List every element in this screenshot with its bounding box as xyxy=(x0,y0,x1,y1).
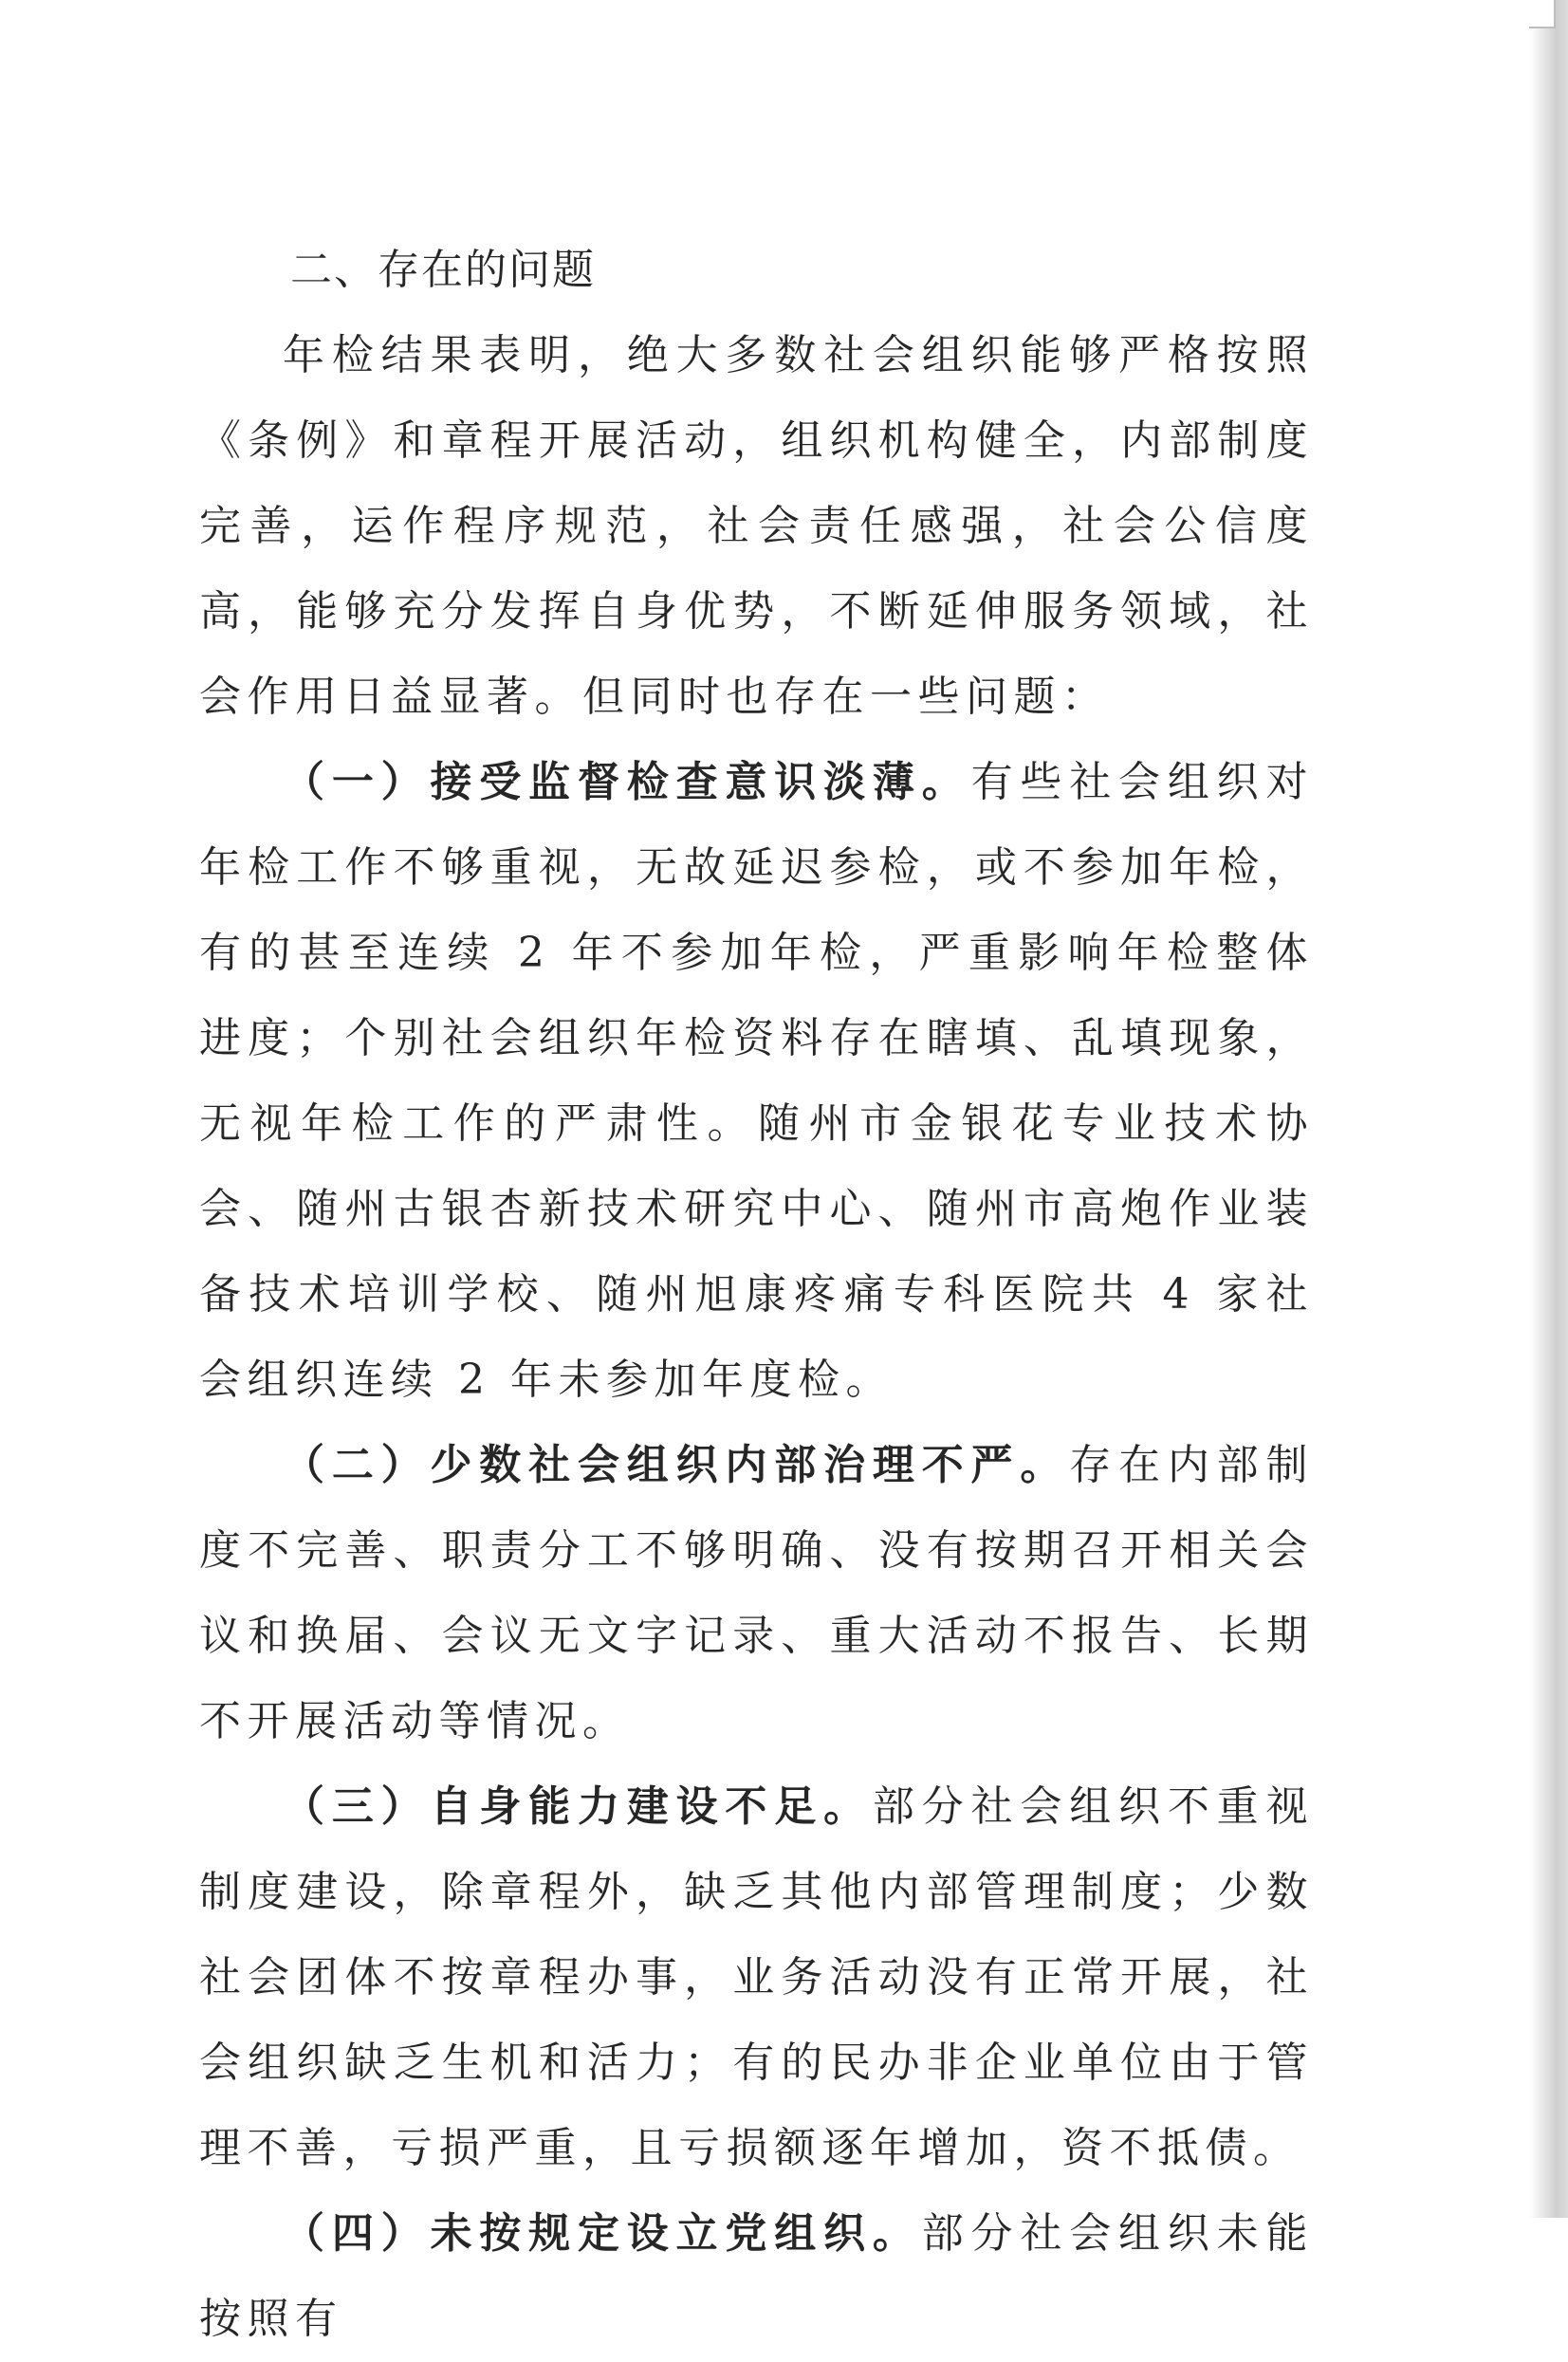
issue-body-1: 有些社会组织对年检工作不够重视，无故延迟参检，或不参加年检，有的甚至连续 2 年不参加年检，严重影响年检整体进度；个别社会组织年检资料存在瞎填、乱填现象，无视年检工作的严肃性。随州市金银花专业技术协会、随州古银杏新技术研究中心、随州市高炮作业装备技术培训学校、随州旭康疼痛专科医院共 4 家社会组织连续 2 年未参加年度检。 xyxy=(199,758,1315,1404)
issue-paragraph-1 xyxy=(199,740,1314,1423)
issue-title-1: （一）接受监督检查意识淡薄。 xyxy=(283,758,971,806)
issue-body-2: 存在内部制度不完善、职责分工不够明确、没有按期召开相关会议和换届、会议无文字记录、重大活动不报告、长期不开展活动等情况。 xyxy=(199,1441,1315,1745)
issue-body-4: 部分社会组织未能按照有 xyxy=(199,2209,1315,2343)
scan-edge-shadow xyxy=(1529,0,1568,2218)
issue-paragraph-4 xyxy=(199,2191,1314,2362)
issue-paragraph-2 xyxy=(199,1423,1314,1764)
document-body xyxy=(199,228,1314,2362)
issue-body-3: 部分社会组织不重视制度建设，除章程外，缺乏其他内部管理制度；少数社会团体不按章程办事，业务活动没有正常开展，社会组织缺乏生机和活力；有的民办非企业单位由于管理不善，亏损严重，且亏损额逐年增加，资不抵债。 xyxy=(199,1782,1315,2172)
issue-paragraph-3 xyxy=(199,1764,1314,2191)
scan-corner-notch xyxy=(1529,0,1556,28)
intro-paragraph: 年检结果表明，绝大多数社会组织能够严格按照《条例》和章程开展活动，组织机构健全，内部制度完善，运作程序规范，社会责任感强，社会公信度高，能够充分发挥自身优势，不断延伸服务领域，社会作用日益显著。但同时也存在一些问题： xyxy=(199,331,1314,721)
section-heading: 二、存在的问题 xyxy=(290,246,596,294)
issue-title-4: （四）未按规定设立党组织。 xyxy=(283,2209,922,2258)
issue-title-3: （三）自身能力建设不足。 xyxy=(283,1782,873,1831)
issue-title-2: （二）少数社会组织内部治理不严。 xyxy=(283,1441,1070,1489)
